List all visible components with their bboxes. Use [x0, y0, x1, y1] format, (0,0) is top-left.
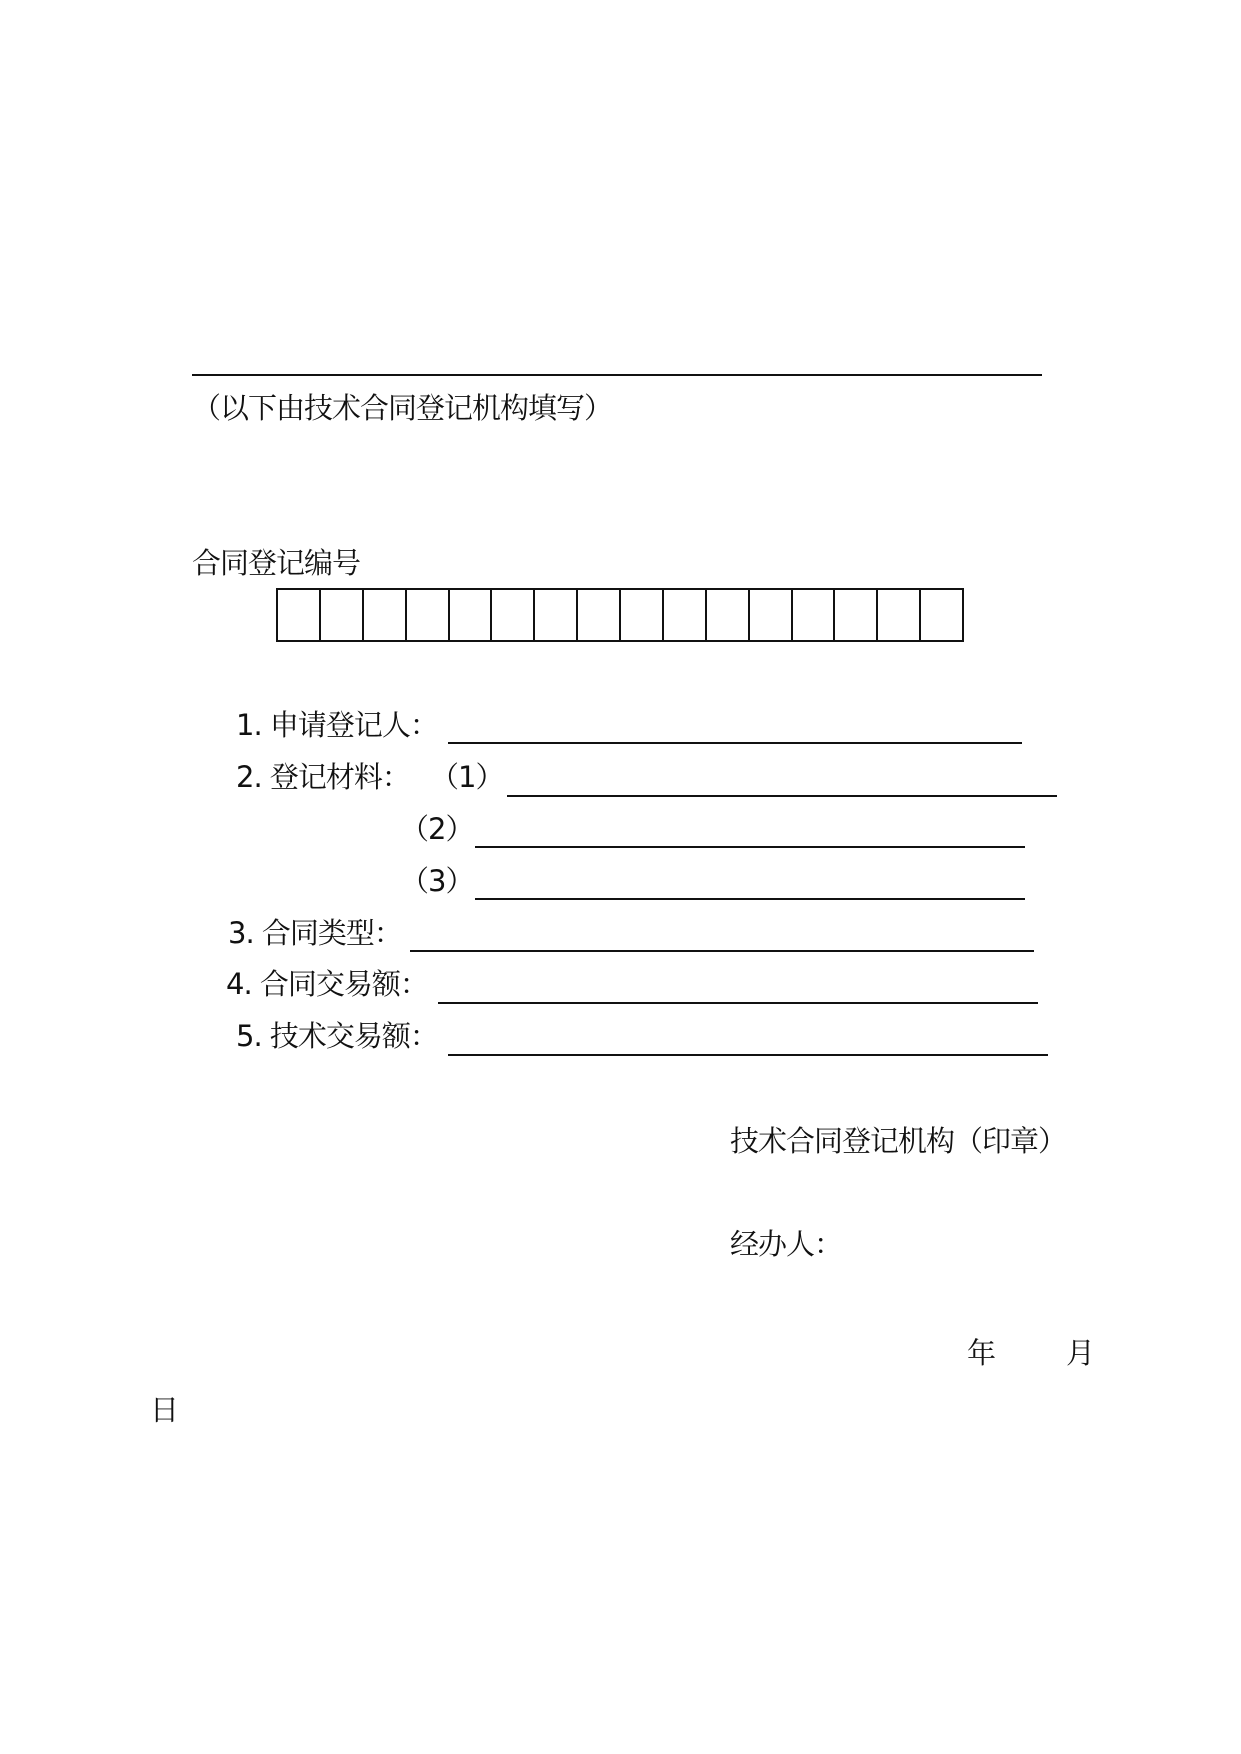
- date-day-label: 日: [150, 1393, 179, 1427]
- contract-type-label: 3. 合同类型：: [228, 916, 402, 950]
- registration-number-box[interactable]: [278, 590, 321, 640]
- registration-number-box[interactable]: [492, 590, 535, 640]
- contract-type-line[interactable]: [410, 950, 1034, 952]
- registration-number-box[interactable]: [621, 590, 664, 640]
- registration-number-box[interactable]: [878, 590, 921, 640]
- date-month-label: 月: [1066, 1336, 1095, 1370]
- date-year-label: 年: [967, 1336, 996, 1370]
- applicant-label: 1. 申请登记人：: [236, 708, 438, 742]
- registration-number-box[interactable]: [321, 590, 364, 640]
- applicant-line[interactable]: [448, 742, 1022, 744]
- registration-number-label: 合同登记编号: [192, 546, 361, 580]
- fill-by-institution-note: （以下由技术合同登记机构填写）: [192, 391, 613, 425]
- registration-number-box[interactable]: [364, 590, 407, 640]
- materials-item-3-label: （3）: [400, 864, 474, 898]
- materials-item-2-label: （2）: [400, 812, 474, 846]
- registration-number-box[interactable]: [578, 590, 621, 640]
- registration-number-box[interactable]: [921, 590, 962, 640]
- tech-amount-line[interactable]: [448, 1054, 1048, 1056]
- contract-amount-label: 4. 合同交易额：: [226, 967, 428, 1001]
- handler-label: 经办人：: [730, 1227, 843, 1261]
- registration-number-box[interactable]: [707, 590, 750, 640]
- top-rule: [192, 374, 1042, 376]
- registration-number-boxes[interactable]: [276, 588, 964, 642]
- materials-item-2-line[interactable]: [475, 846, 1025, 848]
- contract-amount-line[interactable]: [438, 1002, 1038, 1004]
- materials-item-3-line[interactable]: [475, 898, 1025, 900]
- materials-item-1-line[interactable]: [507, 795, 1057, 797]
- registration-number-box[interactable]: [407, 590, 450, 640]
- registration-number-box[interactable]: [664, 590, 707, 640]
- registration-number-box[interactable]: [450, 590, 493, 640]
- registration-number-box[interactable]: [793, 590, 836, 640]
- materials-item-1-label: （1）: [430, 760, 504, 794]
- registration-number-box[interactable]: [835, 590, 878, 640]
- registration-number-box[interactable]: [535, 590, 578, 640]
- institution-seal-label: 技术合同登记机构（印章）: [730, 1124, 1067, 1158]
- tech-amount-label: 5. 技术交易额：: [236, 1019, 438, 1053]
- registration-number-box[interactable]: [750, 590, 793, 640]
- materials-label: 2. 登记材料：: [236, 760, 410, 794]
